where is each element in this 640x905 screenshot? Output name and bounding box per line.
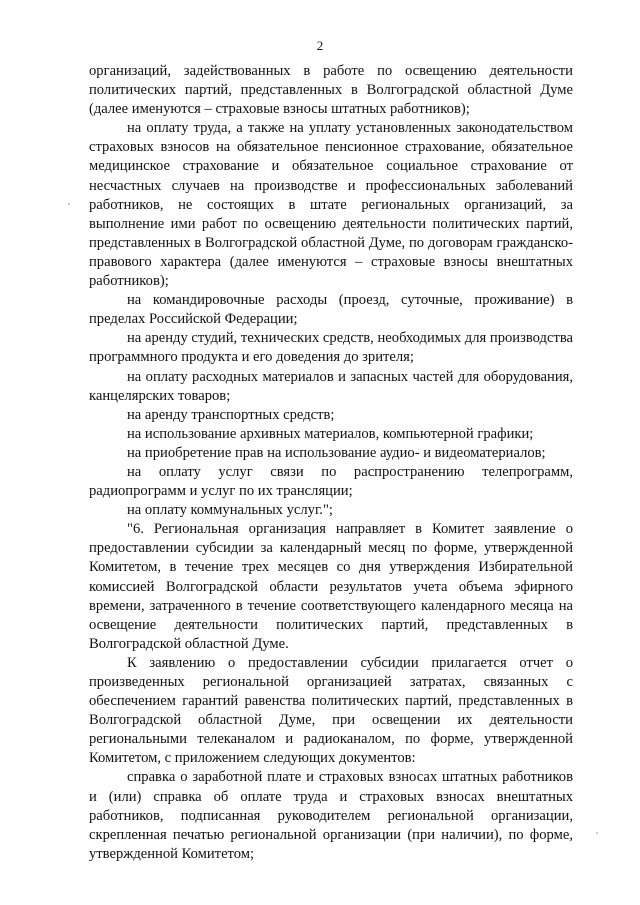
scan-speck bbox=[68, 203, 70, 205]
paragraph-archive-materials: на использование архивных материалов, компьютерной графики; bbox=[127, 425, 534, 442]
paragraph-report-attachment: К заявлению о предоставлении субсидии прилагается отчет о произведенных региональной организацией затратах, связанных с обеспечением гарантий равенства политических партий, представленных в Волгоградской областной Думе, при освещении их деятельности региональными телеканалом и радиоканалом, по форме, утвержденной Комитетом, с приложением следующих документов: bbox=[89, 654, 573, 767]
paragraph-salary-certificate: справка о заработной плате и страховых взносах штатных работников и (или) справка об оплате труда и страховых взносах внештатных работников, подписанная руководителем региональной организации, скрепленная печатью региональной организации (при наличии), по форме, утвержденной Комитетом; bbox=[89, 769, 573, 862]
paragraph-utilities: на оплату коммунальных услуг."; bbox=[127, 502, 333, 519]
paragraph-communication-services: на оплату услуг связи по распространению телепрограмм, радиопрограмм и услуг по их трансляции; bbox=[89, 463, 573, 500]
paragraph-travel-expenses: на командировочные расходы (проезд, суточные, проживание) в пределах Российской Федерации; bbox=[89, 292, 573, 328]
paragraph-materials: на оплату расходных материалов и запасных частей для оборудования, канцелярских товаров; bbox=[89, 368, 573, 404]
paragraph-clause-6: "6. Региональная организация направляет в Комитет заявление о предоставлении субсидии за календарный месяц по форме, утвержденной Комитетом, в течение трех месяцев со дня утверждения Избирательной комиссией Волгоградской области результатов учета объема эфирного времени, затраченного в течение соответствующего календарного месяца на освещение деятельности политических партий, представленных в Волгоградской областной Думе. bbox=[89, 521, 573, 652]
paragraph-studio-rent: на аренду студий, технических средств, необходимых для производства программного продукта и его доведения до зрителя; bbox=[89, 330, 573, 366]
paragraph-continuation: организаций, задействованных в работе по освещению деятельности политических партий, представленных в Волгоградской областной Думе (далее именуются – страховые взносы штатных работников); bbox=[89, 63, 573, 118]
paragraph-labor-payment: на оплату труда, а также на уплату установленных законодательством страховых взносов на обязательное пенсионное страхование, обязательное медицинское страхование и обязательное социальное страхование от несчастных случаев на производстве и профессиональных заболеваний работников, не состоящих в штате региональных организаций, за выполнение ими работ по освещению деятельности политических партий, представленных в Волгоградской областной Думе, по договорам гражданско-правового характера (далее именуются – страховые взносы внештатных работников); bbox=[89, 120, 573, 290]
page-number: 2 bbox=[316, 38, 324, 53]
paragraph-media-rights: на приобретение прав на использование аудио- и видеоматериалов; bbox=[127, 444, 546, 461]
document-body bbox=[89, 62, 573, 864]
paragraph-vehicle-rent: на аренду транспортных средств; bbox=[127, 406, 335, 423]
scan-speck bbox=[596, 832, 598, 834]
